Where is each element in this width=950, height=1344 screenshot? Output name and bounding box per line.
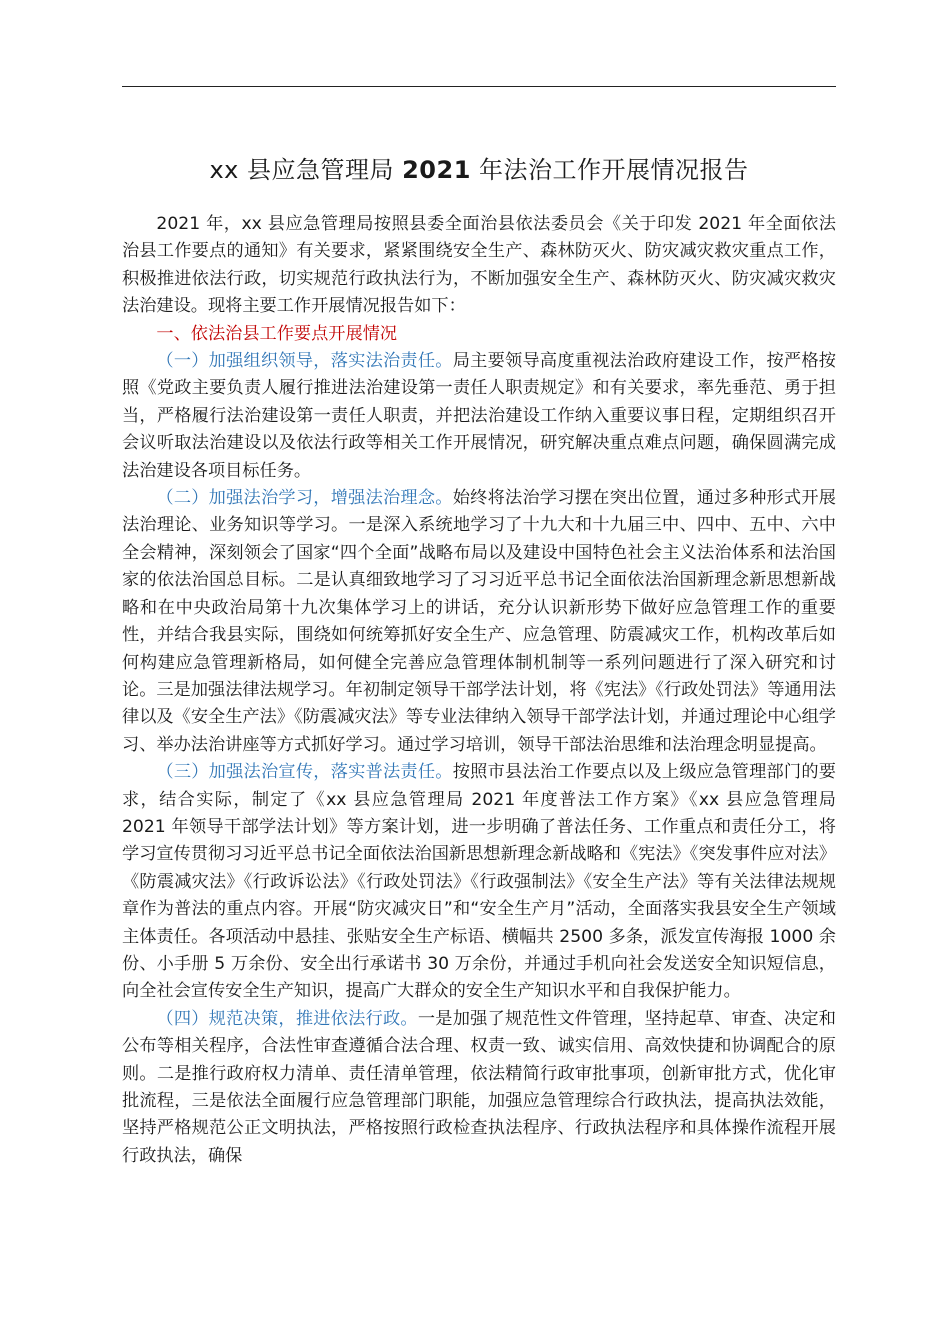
title-text-1: xx 县应急管理局 bbox=[209, 156, 403, 184]
intro-paragraph: 2021 年，xx 县应急管理局按照县委全面治县依法委员会《关于印发 2021 年全面依法治县工作要点的通知》有关要求，紧紧围绕安全生产、森林防灭火、防灾减灾救灾重点工作，积极推进依法行政，切实规范行政执法行为，不断加强安全生产、森林防灭火、防灾减灾救灾法治建设。现将主要工作开展情况报告如下： bbox=[122, 214, 836, 317]
item-heading: （四）规范决策，推进依法行政。 bbox=[156, 1008, 418, 1029]
item-paragraph bbox=[122, 485, 836, 759]
title-year: 2021 bbox=[402, 156, 471, 184]
item-heading: （三）加强法治宣传，落实普法责任。 bbox=[156, 762, 453, 783]
item-body: 始终将法治学习摆在突出位置，通过多种形式开展法治理论、业务知识等学习。一是深入系统地学习了十九大和十九届三中、四中、五中、六中全会精神，深刻领会了国家“四个全面”战略布局以及建设中国特色社会主义法治体系和法治国家的依法治国总目标。二是认真细致地学习了习习近平总书记全面依法治国新理念新思想新战略和在中央政治局第十九次集体学习上的讲话，充分认识新形势下做好应急管理工作的重要性，并结合我县实际，围绕如何统筹抓好安全生产、应急管理、防震减灾工作，机构改革后如何构建应急管理新格局，如何健全完善应急管理体制机制等一系列问题进行了深入研究和讨论。三是加强法律法规学习。年初制定领导干部学法计划，将《宪法》《行政处罚法》等通用法律以及《安全生产法》《防震减灾法》等专业法律纳入领导干部学法计划，并通过理论中心组学习、举办法治讲座等方式抓好学习。通过学习培训，领导干部法治思维和法治理念明显提高。 bbox=[122, 488, 836, 755]
item-heading: （一）加强组织领导，落实法治责任。 bbox=[156, 351, 453, 372]
item-body: 一是加强了规范性文件管理，坚持起草、审查、决定和公布等相关程序，合法性审查遵循合法合理、权责一致、诚实信用、高效快捷和协调配合的原则。二是推行政府权力清单、责任清单管理，依法精简行政审批事项，创新审批方式，优化审批流程，三是依法全面履行应急管理部门职能，加强应急管理综合行政执法，提高执法效能，坚持严格规范公正文明执法，严格按照行政检查执法程序、行政执法程序和具体操作流程开展行政执法，确保 bbox=[122, 1008, 836, 1166]
title-text-2: 年法治工作开展情况报告 bbox=[470, 156, 749, 184]
item-body: 局主要领导高度重视法治政府建设工作，按严格按照《党政主要负责人履行推进法治建设第一责任人职责规定》和有关要求，率先垂范、勇于担当，严格履行法治建设第一责任人职责，并把法治建设工作纳入重要议事日程，定期组织召开会议听取法治建设以及依法行政等相关工作开展情况，研究解决重点难点问题，确保圆满完成法治建设各项目标任务。 bbox=[122, 351, 836, 481]
document-body bbox=[122, 211, 836, 1170]
document-title bbox=[122, 150, 836, 185]
item-heading: （二）加强法治学习，增强法治理念。 bbox=[156, 488, 453, 509]
item-body: 按照市县法治工作要点以及上级应急管理部门的要求，结合实际，制定了《xx 县应急管理局 2021 年度普法工作方案》《xx 县应急管理局 2021 年领导干部学法计划》等方案计划，进一步明确了普法任务、工作重点和责任分工，将学习宣传贯彻习习近平总书记全面依法治国新思想新理念新战略和《宪法》《突发事件应对法》《防震减灾法》《行政诉讼法》《行政处罚法》《行政强制法》《安全生产法》等有关法律法规规章作为普法的重点内容。开展“防灾减灾日”和“安全生产月”活动，全面落实我县安全生产领域主体责任。各项活动中悬挂、张贴安全生产标语、横幅共 2500 多条，派发宣传海报 1000 余份、小手册 5 万余份、安全出行承诺书 30 万余份，并通过手机向社会发送安全知识短信息，向全社会宣传安全生产知识，提高广大群众的安全生产知识水平和自我保护能力。 bbox=[122, 762, 836, 1002]
item-paragraph bbox=[122, 1006, 836, 1170]
item-paragraph bbox=[122, 759, 836, 1006]
section-heading: 一、依法治县工作要点开展情况 bbox=[156, 323, 398, 344]
header-rule bbox=[122, 86, 836, 87]
item-paragraph bbox=[122, 348, 836, 485]
